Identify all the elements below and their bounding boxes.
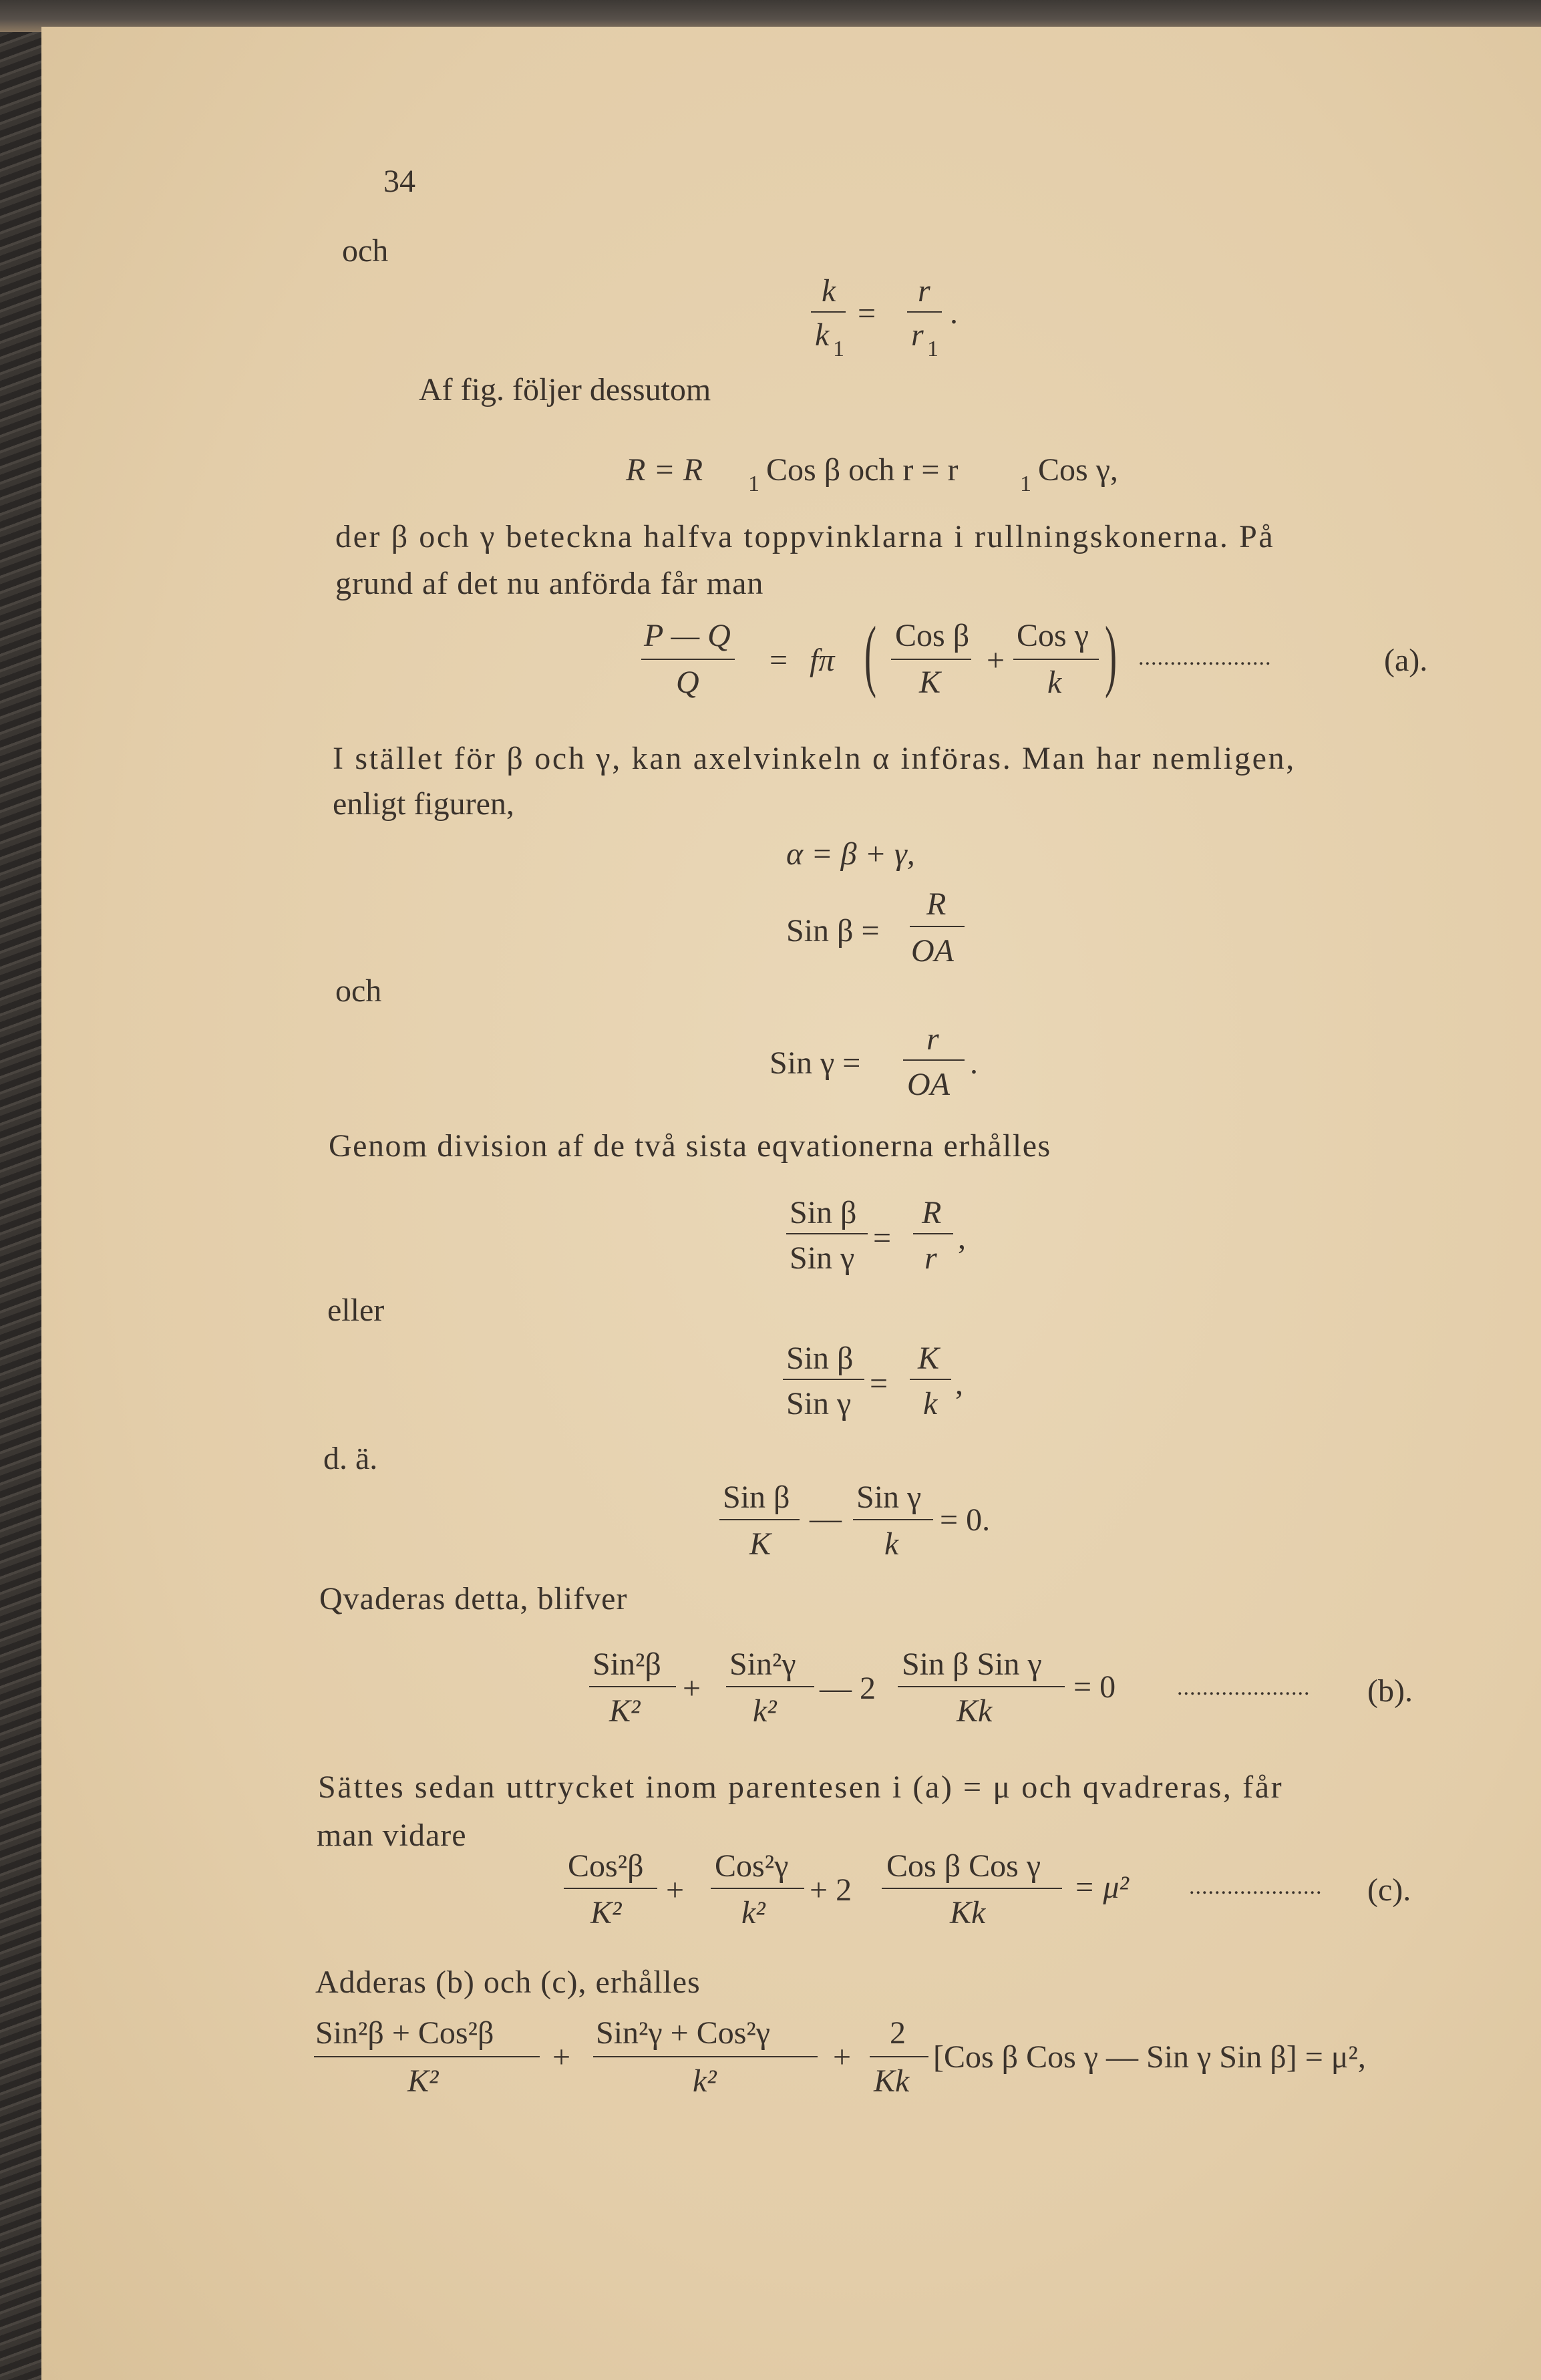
text-der-line: der β och γ beteckna halfva toppvinklarna i rullningskonerna. På	[335, 519, 1275, 554]
text-man-vidare: man vidare	[317, 1818, 467, 1853]
text-af-fig: Af fig. följer dessutom	[419, 372, 711, 407]
text-da: d. ä.	[323, 1441, 378, 1476]
text-eller: eller	[327, 1293, 385, 1328]
document-page: 34 och k k 1 = r r 1 . Af fig. följer dessutom R = R 1 Cos β och r = r 1 Cos γ, der β och γ beteckna halfva toppvinklarna i rullningskonerna. På grund af det nu anförda får man P — Q Q = fπ ( Cos β K + Cos γ k ) ..................... (a). I stället för β och γ, kan axelvinkeln α införas. Man har nemligen, enligt figuren, α = β + γ, Sin β = R OA och Sin γ = r OA . Genom division af de två sista eqvationerna erhålles Sin β Sin γ = R r , eller Sin β Sin γ = K k , d. ä. Sin β K — Sin γ k = 0. Qvaderas detta, blifver Sin²β K² + Sin²γ k² — 2 Sin β Sin γ Kk = 0 ..................... (b). Sättes sedan uttrycket inom parentesen i (a) = μ och qvadreras, får man vidare Cos²β K² + Cos²γ k² + 2 Cos β Cos γ Kk = μ² ..................... (c). Adderas (b) och (c), erhålles Sin²β + Cos²β K² + Sin²γ + Cos²γ k² + 2 Kk [Cos β Cos γ — Sin γ Sin β] = μ²,	[41, 27, 1541, 2380]
text-och-1: och	[342, 233, 389, 269]
text-stallet-line: I stället för β och γ, kan axelvinkeln α införas. Man har nemligen,	[333, 741, 1296, 776]
page-number: 34	[383, 164, 415, 199]
equation-alpha: α = β + γ,	[786, 836, 915, 872]
text-enligt: enligt figuren,	[333, 786, 514, 822]
text-qvaderas: Qvaderas detta, blifver	[319, 1581, 628, 1617]
text-grund-line: grund af det nu anförda får man	[335, 566, 764, 601]
text-genom: Genom division af de två sista eqvationerna erhålles	[329, 1128, 1051, 1164]
text-sattes: Sättes sedan uttrycket inom parentesen i (a) = μ och qvadreras, får	[318, 1769, 1284, 1805]
text-och-2: och	[335, 973, 382, 1009]
book-binding	[0, 0, 47, 2380]
text-adderas: Adderas (b) och (c), erhålles	[315, 1965, 701, 2000]
